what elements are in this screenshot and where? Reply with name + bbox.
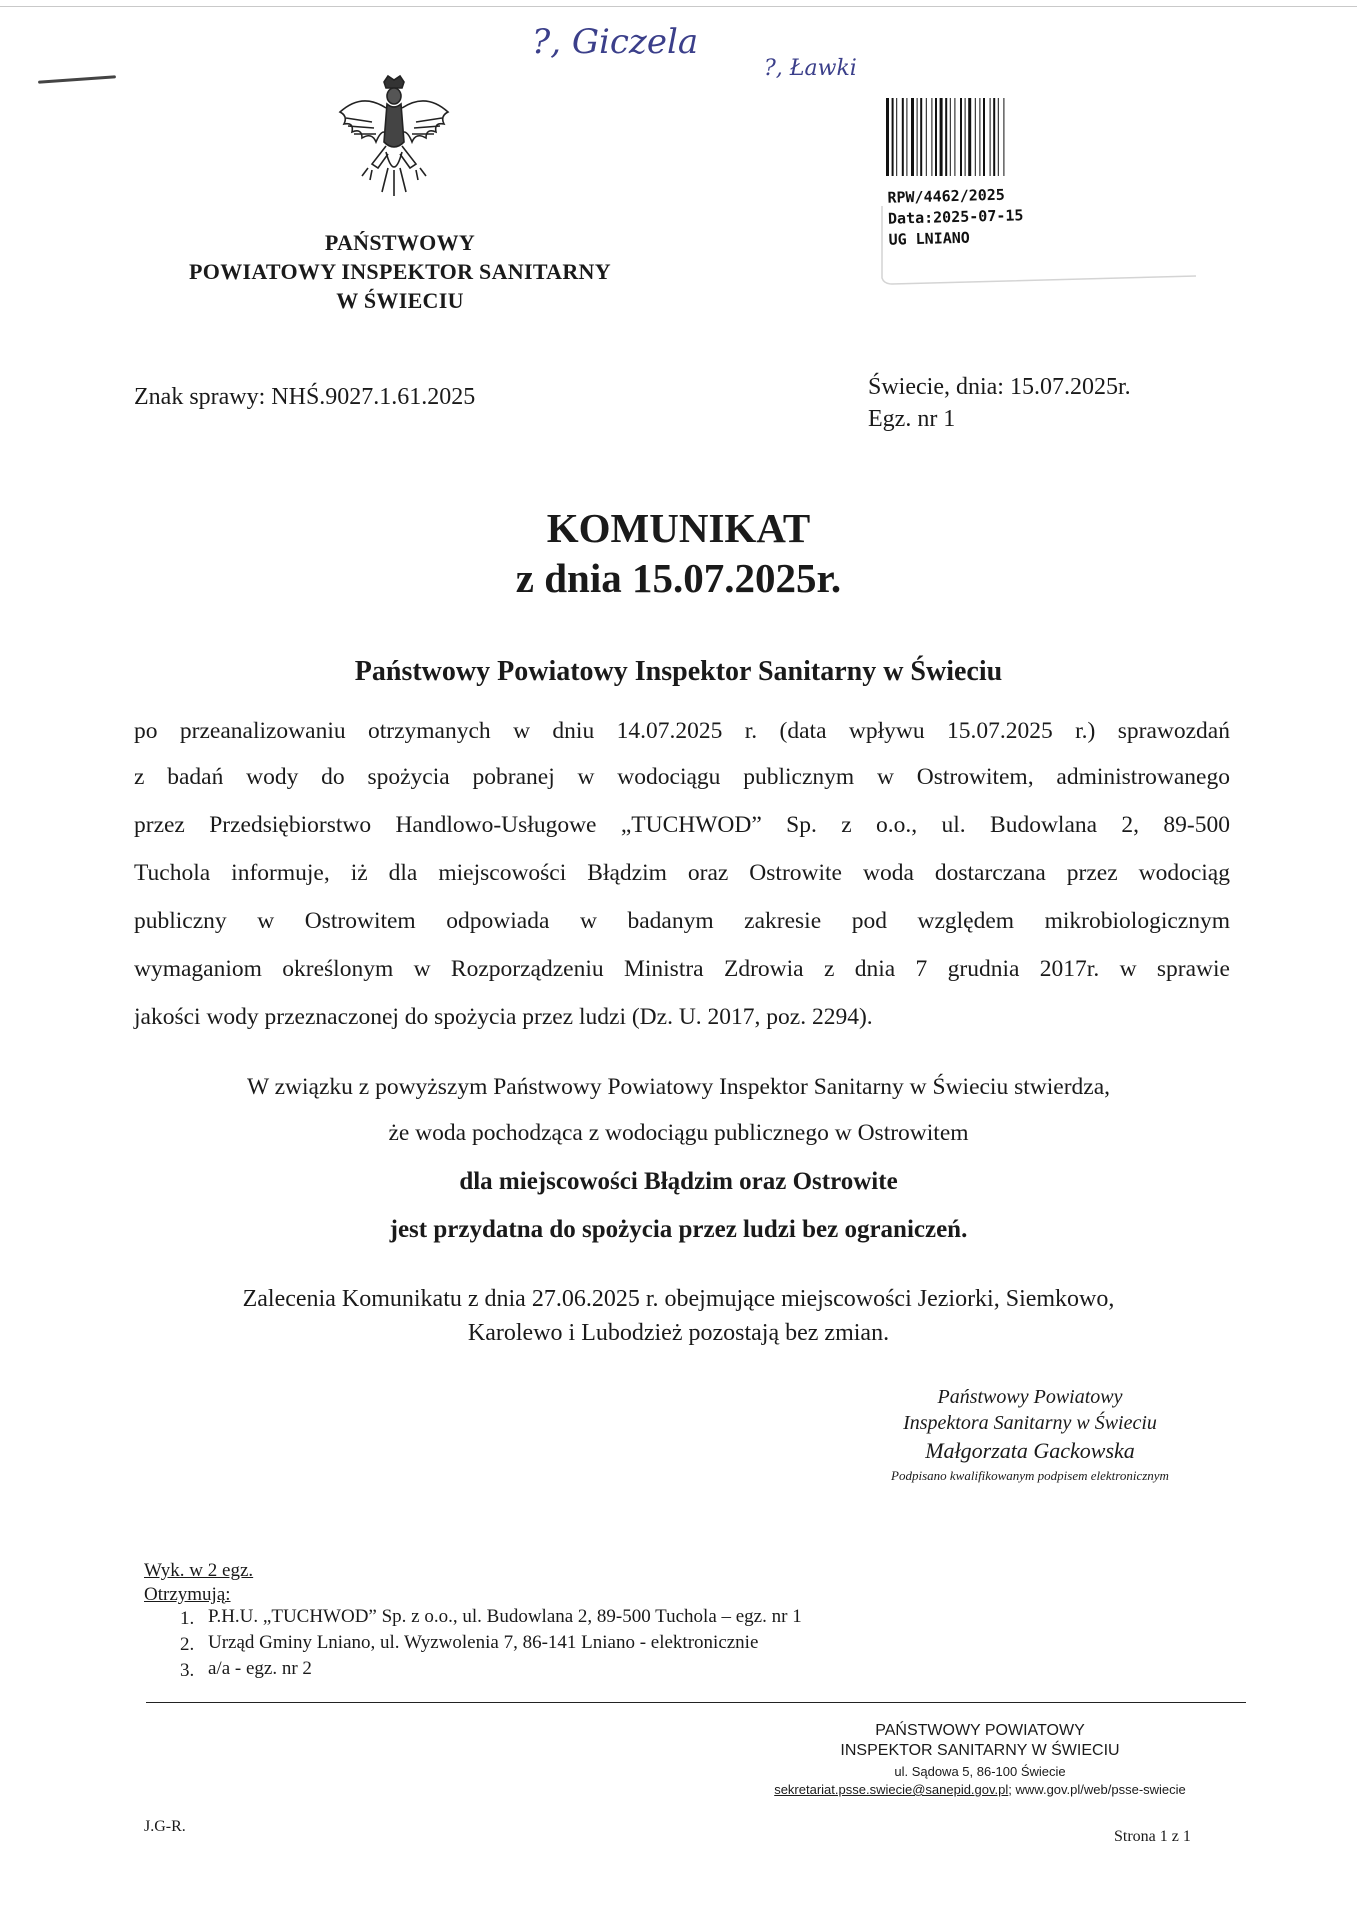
recipients-heading: Otrzymują: [144, 1584, 231, 1605]
registration-office: UG LNIANO [888, 228, 971, 249]
body-line: Tuchola informuje, iż dla miejscowości Błądzim oraz Ostrowite woda dostarczana przez wodociąg [134, 860, 1230, 886]
author-initials: J.G-R. [144, 1818, 186, 1835]
recipient-text: a/a - egz. nr 2 [208, 1658, 312, 1679]
copy-number: Egz. nr 1 [868, 406, 956, 432]
recipient-number: 3. [180, 1660, 195, 1681]
barcode-bar [968, 98, 971, 176]
barcode-bar [892, 98, 894, 176]
barcode-bar [945, 98, 947, 176]
handwritten-note-name: ?, Giczela [532, 22, 699, 62]
barcode-bar [960, 98, 962, 176]
barcode-bar [886, 98, 889, 176]
footer-email-link[interactable]: sekretariat.psse.swiecie@sanepid.gov.pl [774, 1782, 1009, 1797]
recipient-text: Urząd Gminy Lniano, ul. Wyzwolenia 7, 86-141 Lniano - elektronicznie [208, 1632, 759, 1653]
barcode-bar [920, 98, 922, 176]
registration-date: Data:2025-07-15 [887, 206, 1024, 228]
barcode-bar [896, 98, 897, 176]
barcode-bar [965, 98, 966, 176]
conclusion-verdict: jest przydatna do spożycia przez ludzi bez ograniczeń. [389, 1216, 968, 1243]
recipient-text: P.H.U. „TUCHWOD” Sp. z o.o., ul. Budowlana 2, 89-500 Tuchola – egz. nr 1 [208, 1606, 802, 1627]
barcode-bar [954, 98, 955, 176]
recipient-number: 1. [180, 1608, 195, 1629]
footer-institution-line1: PAŃSTWOWY POWIATOWY [875, 1722, 1085, 1739]
case-reference: Znak sprawy: NHŚ.9027.1.61.2025 [134, 384, 476, 410]
copies-count: Wyk. w 2 egz. [144, 1560, 254, 1581]
barcode-bar [993, 98, 995, 176]
footer-website: ; www.gov.pl/web/psse-swiecie [1008, 1782, 1186, 1797]
footer-institution-line2: INSPEKTOR SANITARNY W ŚWIECIU [840, 1742, 1120, 1759]
barcode-bar [975, 98, 976, 176]
issuing-authority-heading: Państwowy Powiatowy Inspektor Sanitarny w Świeciu [354, 656, 1003, 687]
document-title: KOMUNIKAT [546, 505, 811, 551]
pen-stroke-mark [38, 75, 116, 83]
document-title-date: z dnia 15.07.2025r. [515, 555, 842, 601]
barcode-icon [884, 94, 1074, 178]
registration-sticker-text [887, 184, 1024, 251]
registration-number: RPW/4462/2025 [887, 185, 1006, 207]
electronic-signature-note: Podpisano kwalifikowanym podpisem elektronicznym [891, 1468, 1169, 1483]
body-line: publiczny w Ostrowitem odpowiada w badanym zakresie pod względem mikrobiologicznym [134, 908, 1230, 934]
place-date: Świecie, dnia: 15.07.2025r. [868, 374, 1131, 400]
barcode-bar [998, 98, 999, 176]
footer-contact [700, 1782, 1260, 1797]
footer-address: ul. Sądowa 5, 86-100 Świecie [894, 1764, 1066, 1779]
body-line-last: jakości wody przeznaczonej do spożycia przez ludzi (Dz. U. 2017, poz. 2294). [134, 1004, 873, 1030]
conclusion-line2: że woda pochodząca z wodociągu publicznego w Ostrowitem [388, 1120, 969, 1146]
page-number: Strona 1 z 1 [1114, 1828, 1191, 1845]
barcode-bar [940, 98, 943, 176]
barcode-bar [979, 98, 980, 176]
handwritten-note-village: ?, Ławki [764, 56, 857, 81]
recommendation-line1: Zalecenia Komunikatu z dnia 27.06.2025 r. obejmujące miejscowości Jeziorki, Siemkowo, [242, 1286, 1115, 1312]
recommendation-line2: Karolewo i Lubodzież pozostają bez zmian. [467, 1320, 890, 1346]
barcode-bar [926, 98, 927, 176]
institution-header-line2: POWIATOWY INSPEKTOR SANITARNY [189, 259, 611, 284]
body-line: z badań wody do spożycia pobranej w wodociągu publicznym w Ostrowitem, administrowanego [134, 764, 1230, 790]
recipient-number: 2. [180, 1634, 195, 1655]
polish-eagle-emblem-icon [332, 72, 456, 202]
body-line: przez Przedsiębiorstwo Handlowo-Usługowe „TUCHWOD” Sp. z o.o., ul. Budowlana 2, 89-500 [134, 812, 1230, 838]
institution-header-line1: PAŃSTWOWY [324, 230, 476, 255]
footer-divider [146, 1702, 1246, 1703]
institution-header-line3: W ŚWIECIU [336, 288, 464, 313]
body-line: po przeanalizowaniu otrzymanych w dniu 14.07.2025 r. (data wpływu 15.07.2025 r.) sprawozdań [134, 718, 1230, 744]
conclusion-line1: W związku z powyższym Państwowy Powiatowy Inspektor Sanitarny w Świeciu stwierdza, [246, 1074, 1111, 1100]
barcode-bar [906, 98, 907, 176]
barcode-bar [935, 98, 937, 176]
barcode-bar [911, 98, 914, 176]
barcode-bar [902, 98, 904, 176]
institution-header [150, 228, 650, 315]
barcode-bar [931, 98, 932, 176]
conclusion-localities: dla miejscowości Błądzim oraz Ostrowite [459, 1168, 898, 1195]
barcode-bar [917, 98, 918, 176]
signature-title-line1: Państwowy Powiatowy [937, 1386, 1123, 1408]
signature-name: Małgorzata Gackowska [925, 1438, 1135, 1463]
scan-top-edge [0, 6, 1357, 7]
barcode-bar [990, 98, 991, 176]
barcode-bar [950, 98, 951, 176]
signature-title-line2: Inspektora Sanitarny w Świeciu [903, 1412, 1157, 1434]
barcode-bar [1003, 98, 1004, 176]
barcode-bar [983, 98, 985, 176]
body-line: wymaganiom określonym w Rozporządzeniu Ministra Zdrowia z dnia 7 grudnia 2017r. w sprawie [134, 956, 1230, 982]
